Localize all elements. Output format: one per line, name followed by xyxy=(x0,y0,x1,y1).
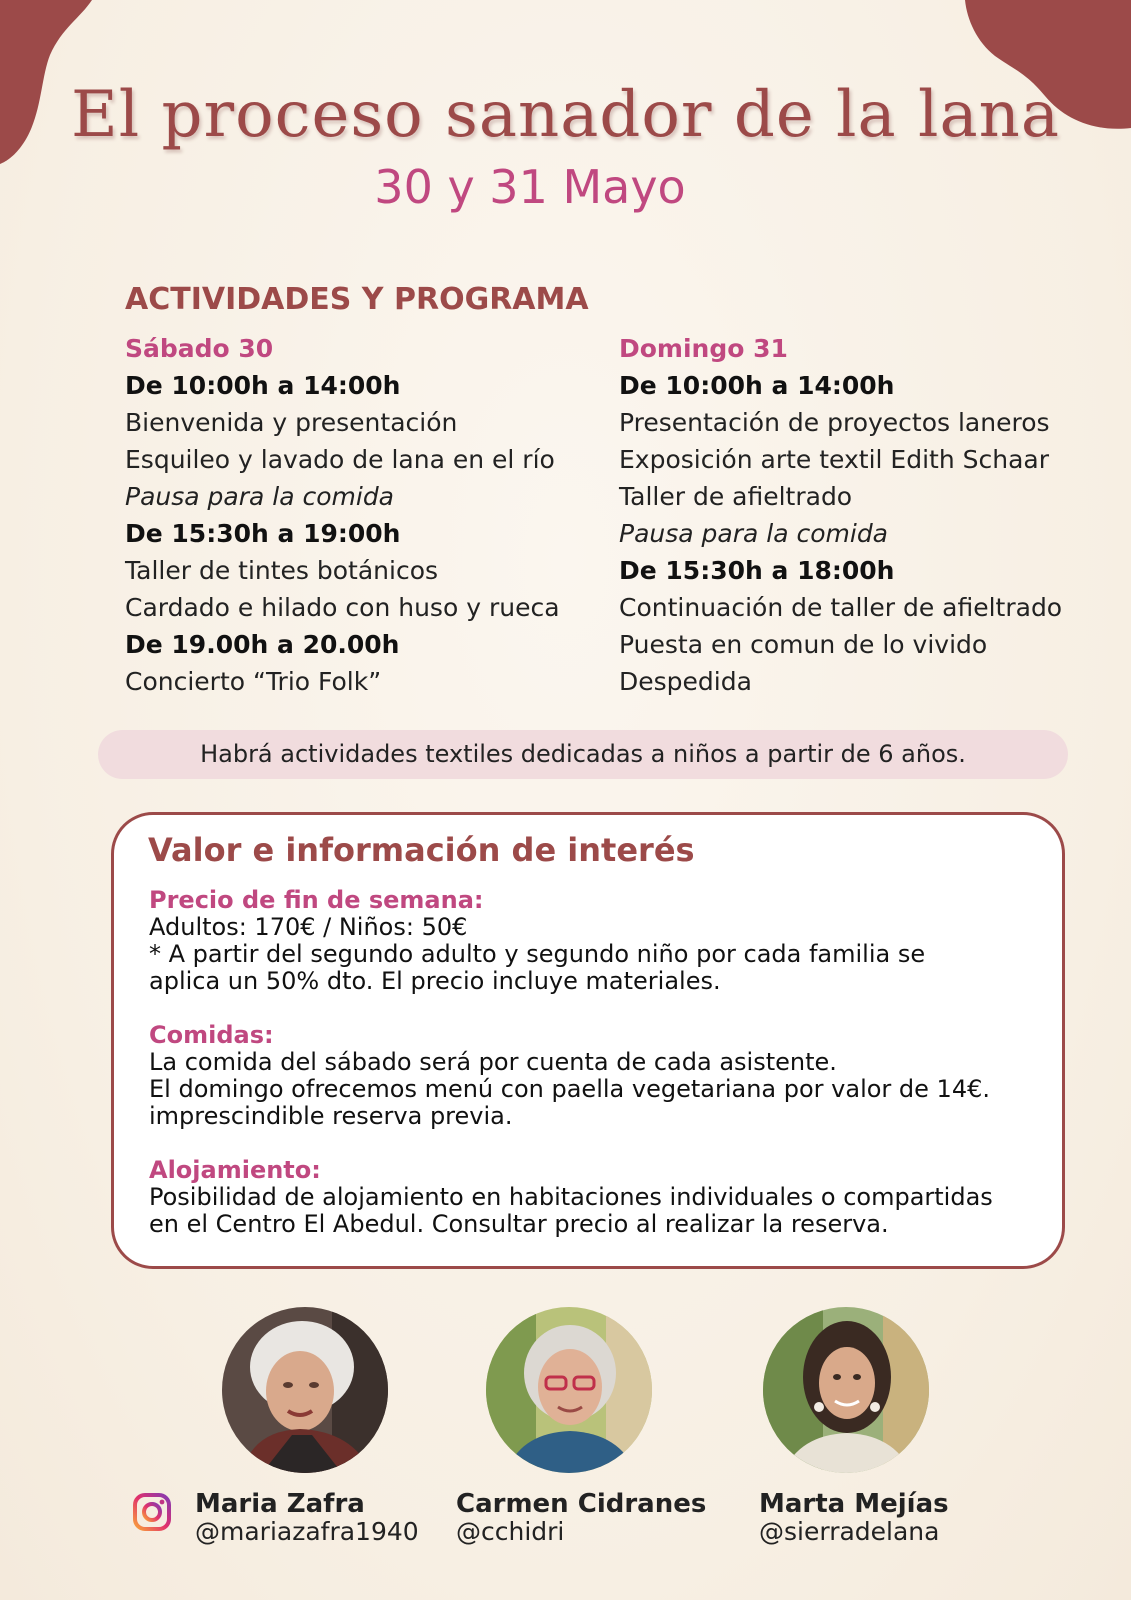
avatar-maria-zafra xyxy=(222,1307,388,1473)
instagram-icon xyxy=(132,1492,172,1532)
schedule-pause: Pausa para la comida xyxy=(619,519,889,548)
facilitator-name: Maria Zafra xyxy=(195,1489,365,1519)
lodging-block xyxy=(149,1157,993,1238)
program-heading: ACTIVIDADES Y PROGRAMA xyxy=(125,282,589,317)
price-line: aplica un 50% dto. El precio incluye materiales. xyxy=(149,967,721,995)
sunday-day-label: Domingo 31 xyxy=(619,334,788,363)
schedule-activity: Exposición arte textil Edith Schaar xyxy=(619,445,1049,474)
saturday-schedule-list xyxy=(125,367,595,700)
facilitator-handle[interactable]: @mariazafra1940 xyxy=(195,1517,419,1546)
sunday-column xyxy=(619,330,1119,700)
info-title: Valor e información de interés xyxy=(148,831,695,869)
facilitator-carmen-cidranes xyxy=(456,1490,706,1546)
schedule-activity: Continuación de taller de afieltrado xyxy=(619,593,1063,622)
price-line: Adultos: 170€ / Niños: 50€ xyxy=(149,913,468,941)
price-line: * A partir del segundo adulto y segundo niño por cada familia se xyxy=(149,940,926,968)
lodging-line: en el Centro El Abedul. Consultar precio al realizar la reserva. xyxy=(149,1210,889,1238)
schedule-activity: Despedida xyxy=(619,667,752,696)
facilitator-maria-zafra xyxy=(195,1490,419,1546)
schedule-activity: Concierto “Trio Folk” xyxy=(125,667,382,696)
meals-line: El domingo ofrecemos menú con paella vegetariana por valor de 14€. xyxy=(149,1075,990,1103)
saturday-day-label: Sábado 30 xyxy=(125,334,274,363)
lodging-line: Posibilidad de alojamiento en habitaciones individuales o compartidas xyxy=(149,1183,993,1211)
schedule-time: De 15:30h a 18:00h xyxy=(619,556,895,585)
facilitator-handle[interactable]: @cchidri xyxy=(456,1517,565,1546)
schedule-activity: Taller de afieltrado xyxy=(619,482,853,511)
schedule-activity: Esquileo y lavado de lana en el río xyxy=(125,445,555,474)
schedule-time: De 19.00h a 20.00h xyxy=(125,630,400,659)
facilitator-handle[interactable]: @sierradelana xyxy=(759,1517,940,1546)
schedule-time: De 10:00h a 14:00h xyxy=(619,371,895,400)
schedule-time: De 10:00h a 14:00h xyxy=(125,371,401,400)
kids-activities-banner: Habrá actividades textiles dedicadas a niños a partir de 6 años. xyxy=(98,730,1068,779)
event-title: El proceso sanador de la lana xyxy=(70,78,1061,152)
facilitator-name: Marta Mejías xyxy=(759,1489,949,1519)
facilitator-name: Carmen Cidranes xyxy=(456,1489,707,1519)
schedule-activity: Cardado e hilado con huso y rueca xyxy=(125,593,560,622)
saturday-column xyxy=(125,330,595,700)
schedule-activity: Presentación de proyectos laneros xyxy=(619,408,1050,437)
event-date: 30 y 31 Mayo xyxy=(374,160,686,214)
schedule-time: De 15:30h a 19:00h xyxy=(125,519,401,548)
price-block xyxy=(149,887,925,995)
lodging-heading: Alojamiento: xyxy=(149,1156,321,1184)
schedule-activity: Taller de tintes botánicos xyxy=(125,556,439,585)
avatar-carmen-cidranes xyxy=(486,1307,652,1473)
facilitator-marta-mejias xyxy=(759,1490,949,1546)
schedule-activity: Bienvenida y presentación xyxy=(125,408,458,437)
info-box xyxy=(111,812,1065,1269)
meals-line: imprescindible reserva previa. xyxy=(149,1102,513,1130)
sunday-schedule-list xyxy=(619,367,1119,700)
schedule-activity: Puesta en comun de lo vivido xyxy=(619,630,988,659)
meals-block xyxy=(149,1022,990,1130)
avatar-marta-mejias xyxy=(763,1307,929,1473)
meals-line: La comida del sábado será por cuenta de cada asistente. xyxy=(149,1048,837,1076)
schedule-pause: Pausa para la comida xyxy=(125,482,395,511)
meals-heading: Comidas: xyxy=(149,1021,274,1049)
price-heading: Precio de fin de semana: xyxy=(149,886,484,914)
